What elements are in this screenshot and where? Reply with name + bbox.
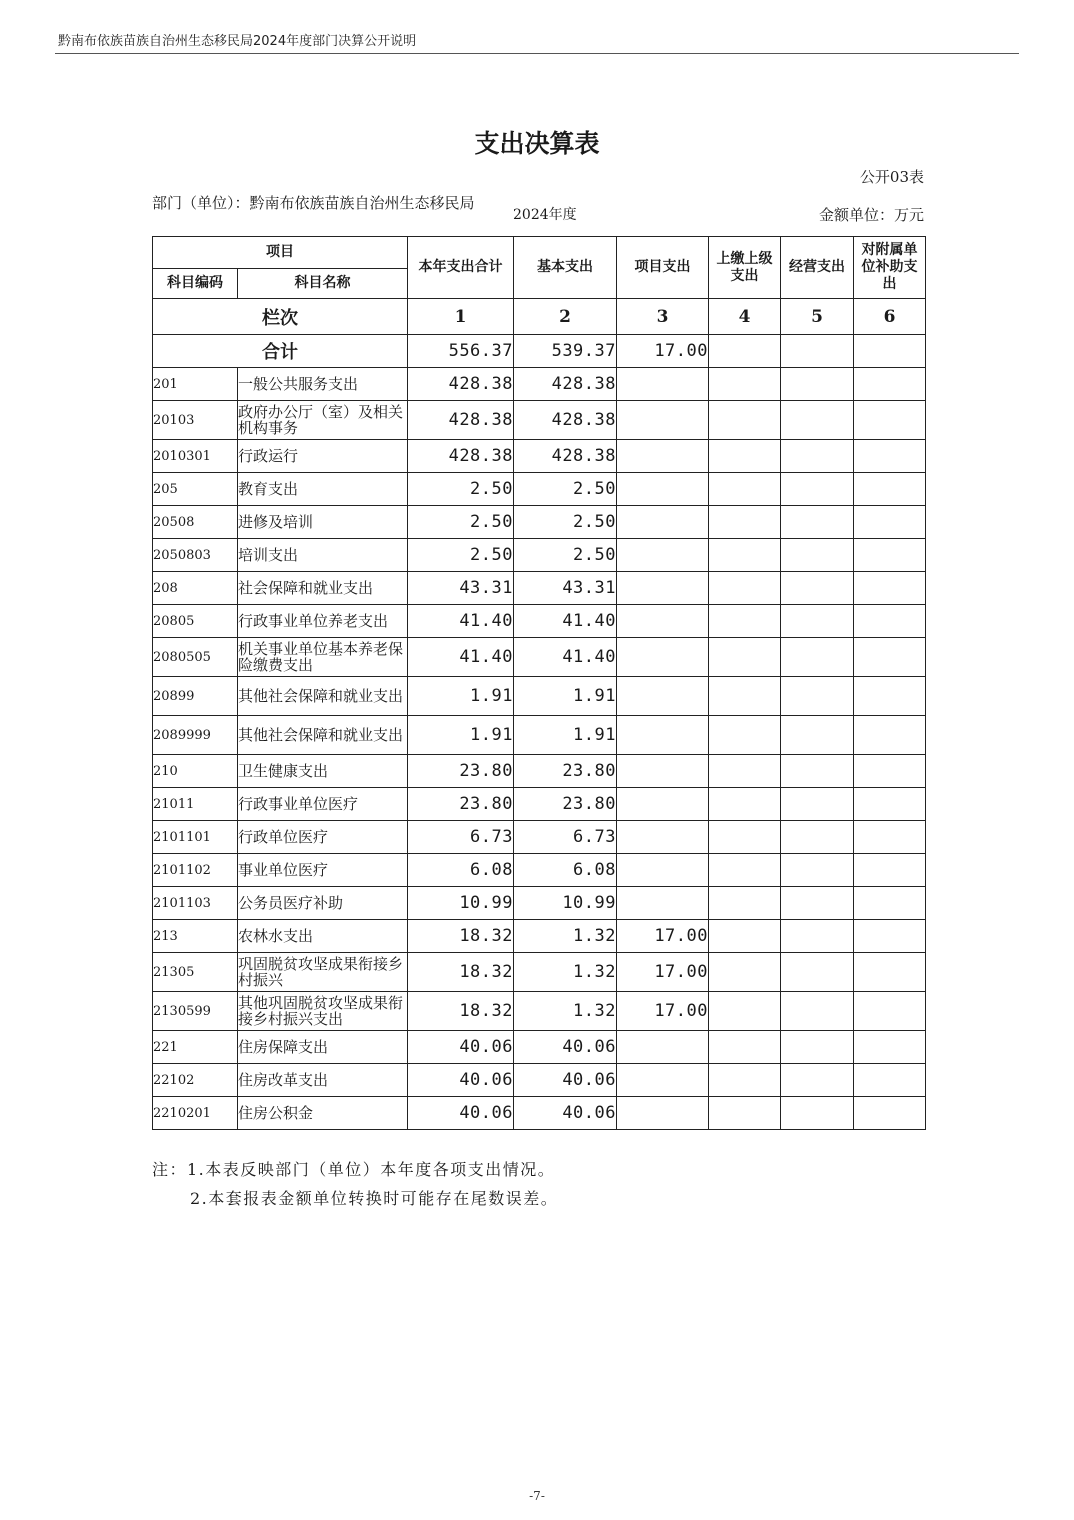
amount-unit: 金额单位：万元 bbox=[818, 206, 924, 224]
subject-name: 住房改革支出 bbox=[238, 1064, 408, 1097]
amount-cell bbox=[617, 887, 709, 920]
amount-cell bbox=[854, 992, 926, 1031]
amount-cell bbox=[781, 1097, 854, 1130]
header-code: 科目编码 bbox=[153, 269, 238, 299]
subject-code: 21011 bbox=[153, 788, 238, 821]
amount-cell bbox=[854, 440, 926, 473]
total-row bbox=[153, 335, 926, 368]
header-col2: 基本支出 bbox=[514, 237, 617, 299]
amount-cell: 43.31 bbox=[408, 572, 514, 605]
subject-code: 2101103 bbox=[153, 887, 238, 920]
subject-name: 行政单位医疗 bbox=[238, 821, 408, 854]
amount-cell bbox=[781, 605, 854, 638]
subject-code: 201 bbox=[153, 368, 238, 401]
amount-cell: 2.50 bbox=[514, 539, 617, 572]
amount-cell bbox=[709, 1031, 781, 1064]
amount-cell bbox=[709, 638, 781, 677]
subject-name: 培训支出 bbox=[238, 539, 408, 572]
amount-cell bbox=[854, 473, 926, 506]
table-row bbox=[153, 572, 926, 605]
table-row bbox=[153, 953, 926, 992]
amount-cell bbox=[617, 821, 709, 854]
subject-name: 其他社会保障和就业支出 bbox=[238, 716, 408, 755]
table-row bbox=[153, 821, 926, 854]
amount-cell: 1.32 bbox=[514, 953, 617, 992]
subject-name: 住房保障支出 bbox=[238, 1031, 408, 1064]
amount-cell bbox=[617, 572, 709, 605]
amount-cell bbox=[617, 473, 709, 506]
amount-cell bbox=[781, 953, 854, 992]
table-row bbox=[153, 677, 926, 716]
amount-cell: 428.38 bbox=[514, 401, 617, 440]
serial-cell: 4 bbox=[709, 299, 781, 335]
amount-cell bbox=[709, 821, 781, 854]
amount-cell bbox=[781, 401, 854, 440]
amount-cell bbox=[781, 1064, 854, 1097]
amount-cell: 23.80 bbox=[514, 788, 617, 821]
amount-cell: 41.40 bbox=[514, 638, 617, 677]
amount-cell: 17.00 bbox=[617, 992, 709, 1031]
amount-cell: 1.32 bbox=[514, 992, 617, 1031]
header-item: 项目 bbox=[153, 237, 408, 269]
amount-cell bbox=[854, 854, 926, 887]
amount-cell bbox=[617, 716, 709, 755]
amount-cell bbox=[709, 539, 781, 572]
amount-cell: 23.80 bbox=[408, 755, 514, 788]
table-row bbox=[153, 887, 926, 920]
serial-label: 栏次 bbox=[153, 299, 408, 335]
running-header: 黔南布依族苗族自治州生态移民局2024年度部门决算公开说明 bbox=[58, 34, 417, 49]
amount-cell bbox=[854, 677, 926, 716]
amount-cell bbox=[617, 506, 709, 539]
amount-cell: 40.06 bbox=[514, 1097, 617, 1130]
total-cell: 556.37 bbox=[408, 335, 514, 368]
amount-cell bbox=[854, 368, 926, 401]
amount-cell bbox=[781, 854, 854, 887]
subject-code: 210 bbox=[153, 755, 238, 788]
amount-cell bbox=[709, 440, 781, 473]
serial-cell: 6 bbox=[854, 299, 926, 335]
amount-cell: 1.32 bbox=[514, 920, 617, 953]
amount-cell: 23.80 bbox=[514, 755, 617, 788]
table-row bbox=[153, 473, 926, 506]
amount-cell bbox=[854, 821, 926, 854]
header-name: 科目名称 bbox=[238, 269, 408, 299]
amount-cell: 41.40 bbox=[514, 605, 617, 638]
table-row bbox=[153, 539, 926, 572]
serial-cell: 1 bbox=[408, 299, 514, 335]
amount-cell bbox=[854, 572, 926, 605]
amount-cell bbox=[781, 572, 854, 605]
amount-cell: 428.38 bbox=[514, 440, 617, 473]
amount-cell bbox=[617, 1064, 709, 1097]
amount-cell: 43.31 bbox=[514, 572, 617, 605]
amount-cell bbox=[617, 539, 709, 572]
table-row bbox=[153, 788, 926, 821]
total-label: 合计 bbox=[153, 335, 408, 368]
total-cell bbox=[854, 335, 926, 368]
amount-cell bbox=[854, 539, 926, 572]
amount-cell bbox=[709, 473, 781, 506]
serial-cell: 2 bbox=[514, 299, 617, 335]
table-header bbox=[153, 237, 926, 299]
table-row bbox=[153, 440, 926, 473]
table-row bbox=[153, 1097, 926, 1130]
amount-cell bbox=[709, 368, 781, 401]
table-row bbox=[153, 638, 926, 677]
amount-cell: 2.50 bbox=[514, 506, 617, 539]
page-title: 支出决算表 bbox=[474, 129, 600, 158]
subject-code: 22102 bbox=[153, 1064, 238, 1097]
amount-cell bbox=[709, 401, 781, 440]
subject-name: 一般公共服务支出 bbox=[238, 368, 408, 401]
amount-cell bbox=[709, 1064, 781, 1097]
form-code: 公开03表 bbox=[859, 168, 924, 186]
amount-cell bbox=[709, 854, 781, 887]
amount-cell bbox=[617, 755, 709, 788]
amount-cell: 428.38 bbox=[408, 440, 514, 473]
amount-cell: 2.50 bbox=[514, 473, 617, 506]
amount-cell bbox=[854, 953, 926, 992]
amount-cell bbox=[617, 854, 709, 887]
subject-code: 2050803 bbox=[153, 539, 238, 572]
subject-name: 行政事业单位养老支出 bbox=[238, 605, 408, 638]
subject-name: 卫生健康支出 bbox=[238, 755, 408, 788]
amount-cell bbox=[854, 755, 926, 788]
note-2: 2.本套报表金额单位转换时可能存在尾数误差。 bbox=[190, 1189, 559, 1208]
amount-cell: 428.38 bbox=[408, 401, 514, 440]
amount-cell: 1.91 bbox=[408, 716, 514, 755]
subject-code: 208 bbox=[153, 572, 238, 605]
amount-cell bbox=[781, 1031, 854, 1064]
amount-cell: 40.06 bbox=[408, 1097, 514, 1130]
table-row bbox=[153, 1031, 926, 1064]
amount-cell bbox=[709, 677, 781, 716]
amount-cell: 428.38 bbox=[408, 368, 514, 401]
total-cell bbox=[781, 335, 854, 368]
subject-name: 住房公积金 bbox=[238, 1097, 408, 1130]
subject-name: 巩固脱贫攻坚成果衔接乡村振兴 bbox=[238, 953, 408, 992]
amount-cell bbox=[781, 755, 854, 788]
amount-cell: 18.32 bbox=[408, 992, 514, 1031]
amount-cell: 1.91 bbox=[514, 716, 617, 755]
amount-cell bbox=[854, 920, 926, 953]
amount-cell: 40.06 bbox=[514, 1031, 617, 1064]
subject-name: 教育支出 bbox=[238, 473, 408, 506]
header-col3: 项目支出 bbox=[617, 237, 709, 299]
amount-cell: 6.08 bbox=[514, 854, 617, 887]
amount-cell bbox=[854, 506, 926, 539]
amount-cell bbox=[709, 788, 781, 821]
amount-cell: 428.38 bbox=[514, 368, 617, 401]
total-cell: 539.37 bbox=[514, 335, 617, 368]
subject-code: 20103 bbox=[153, 401, 238, 440]
amount-cell bbox=[709, 506, 781, 539]
header-rule bbox=[55, 53, 1019, 54]
subject-code: 213 bbox=[153, 920, 238, 953]
amount-cell bbox=[709, 572, 781, 605]
amount-cell bbox=[854, 716, 926, 755]
expenditure-table bbox=[152, 236, 926, 1130]
amount-cell: 41.40 bbox=[408, 605, 514, 638]
amount-cell: 2.50 bbox=[408, 473, 514, 506]
amount-cell bbox=[617, 638, 709, 677]
subject-code: 205 bbox=[153, 473, 238, 506]
amount-cell bbox=[854, 638, 926, 677]
amount-cell: 17.00 bbox=[617, 953, 709, 992]
amount-cell: 18.32 bbox=[408, 920, 514, 953]
subject-code: 20508 bbox=[153, 506, 238, 539]
amount-cell: 10.99 bbox=[408, 887, 514, 920]
amount-cell bbox=[617, 1031, 709, 1064]
report-year: 2024年度 bbox=[513, 207, 577, 223]
note-1: 注：1.本表反映部门（单位）本年度各项支出情况。 bbox=[152, 1160, 556, 1179]
amount-cell bbox=[781, 440, 854, 473]
table-row bbox=[153, 401, 926, 440]
subject-name: 行政事业单位医疗 bbox=[238, 788, 408, 821]
amount-cell bbox=[709, 953, 781, 992]
amount-cell bbox=[709, 755, 781, 788]
header-col6: 对附属单位补助支出 bbox=[854, 237, 926, 299]
amount-cell bbox=[854, 1097, 926, 1130]
amount-cell bbox=[781, 992, 854, 1031]
amount-cell: 2.50 bbox=[408, 539, 514, 572]
amount-cell bbox=[781, 887, 854, 920]
header-col1: 本年支出合计 bbox=[408, 237, 514, 299]
subject-code: 2101102 bbox=[153, 854, 238, 887]
subject-code: 20899 bbox=[153, 677, 238, 716]
subject-name: 政府办公厅（室）及相关机构事务 bbox=[238, 401, 408, 440]
amount-cell bbox=[854, 887, 926, 920]
amount-cell: 40.06 bbox=[514, 1064, 617, 1097]
amount-cell bbox=[781, 506, 854, 539]
amount-cell: 23.80 bbox=[408, 788, 514, 821]
amount-cell bbox=[617, 1097, 709, 1130]
subject-name: 公务员医疗补助 bbox=[238, 887, 408, 920]
table-row bbox=[153, 368, 926, 401]
amount-cell bbox=[709, 992, 781, 1031]
amount-cell bbox=[781, 677, 854, 716]
subject-code: 2210201 bbox=[153, 1097, 238, 1130]
report-meta bbox=[152, 194, 924, 234]
amount-cell bbox=[617, 440, 709, 473]
subject-name: 其他巩固脱贫攻坚成果衔接乡村振兴支出 bbox=[238, 992, 408, 1031]
table-row bbox=[153, 992, 926, 1031]
amount-cell: 10.99 bbox=[514, 887, 617, 920]
subject-name: 机关事业单位基本养老保险缴费支出 bbox=[238, 638, 408, 677]
table-body bbox=[153, 299, 926, 1130]
amount-cell: 6.73 bbox=[408, 821, 514, 854]
table-notes bbox=[152, 1155, 558, 1213]
table-row bbox=[153, 1064, 926, 1097]
amount-cell bbox=[781, 920, 854, 953]
amount-cell bbox=[617, 677, 709, 716]
amount-cell bbox=[709, 1097, 781, 1130]
amount-cell: 1.91 bbox=[514, 677, 617, 716]
subject-code: 21305 bbox=[153, 953, 238, 992]
amount-cell bbox=[781, 716, 854, 755]
department-label: 部门（单位）：黔南布依族苗族自治州生态移民局 bbox=[152, 194, 475, 212]
amount-cell bbox=[781, 539, 854, 572]
amount-cell bbox=[617, 788, 709, 821]
amount-cell bbox=[709, 716, 781, 755]
amount-cell bbox=[709, 920, 781, 953]
subject-name: 其他社会保障和就业支出 bbox=[238, 677, 408, 716]
table-row bbox=[153, 755, 926, 788]
amount-cell: 40.06 bbox=[408, 1064, 514, 1097]
amount-cell bbox=[781, 638, 854, 677]
amount-cell: 40.06 bbox=[408, 1031, 514, 1064]
amount-cell: 1.91 bbox=[408, 677, 514, 716]
subject-name: 进修及培训 bbox=[238, 506, 408, 539]
amount-cell bbox=[854, 1031, 926, 1064]
amount-cell bbox=[781, 368, 854, 401]
serial-cell: 3 bbox=[617, 299, 709, 335]
subject-name: 行政运行 bbox=[238, 440, 408, 473]
amount-cell bbox=[781, 788, 854, 821]
amount-cell: 17.00 bbox=[617, 920, 709, 953]
amount-cell bbox=[781, 821, 854, 854]
amount-cell: 18.32 bbox=[408, 953, 514, 992]
amount-cell bbox=[709, 605, 781, 638]
serial-row bbox=[153, 299, 926, 335]
subject-code: 2089999 bbox=[153, 716, 238, 755]
amount-cell bbox=[854, 788, 926, 821]
amount-cell bbox=[709, 887, 781, 920]
serial-cell: 5 bbox=[781, 299, 854, 335]
header-col4: 上缴上级支出 bbox=[709, 237, 781, 299]
total-cell: 17.00 bbox=[617, 335, 709, 368]
amount-cell bbox=[617, 401, 709, 440]
header-col5: 经营支出 bbox=[781, 237, 854, 299]
subject-code: 2130599 bbox=[153, 992, 238, 1031]
table-row bbox=[153, 854, 926, 887]
subject-code: 2080505 bbox=[153, 638, 238, 677]
amount-cell bbox=[617, 368, 709, 401]
subject-code: 221 bbox=[153, 1031, 238, 1064]
table-row bbox=[153, 605, 926, 638]
amount-cell: 6.73 bbox=[514, 821, 617, 854]
amount-cell bbox=[617, 605, 709, 638]
amount-cell: 6.08 bbox=[408, 854, 514, 887]
amount-cell: 2.50 bbox=[408, 506, 514, 539]
subject-code: 2101101 bbox=[153, 821, 238, 854]
amount-cell bbox=[781, 473, 854, 506]
subject-code: 20805 bbox=[153, 605, 238, 638]
table-row bbox=[153, 920, 926, 953]
amount-cell bbox=[854, 605, 926, 638]
subject-name: 农林水支出 bbox=[238, 920, 408, 953]
subject-code: 2010301 bbox=[153, 440, 238, 473]
amount-cell bbox=[854, 1064, 926, 1097]
amount-cell: 41.40 bbox=[408, 638, 514, 677]
table-row bbox=[153, 506, 926, 539]
subject-name: 事业单位医疗 bbox=[238, 854, 408, 887]
subject-name: 社会保障和就业支出 bbox=[238, 572, 408, 605]
total-cell bbox=[709, 335, 781, 368]
table-row bbox=[153, 716, 926, 755]
amount-cell bbox=[854, 401, 926, 440]
page-number: -7- bbox=[529, 1489, 545, 1503]
